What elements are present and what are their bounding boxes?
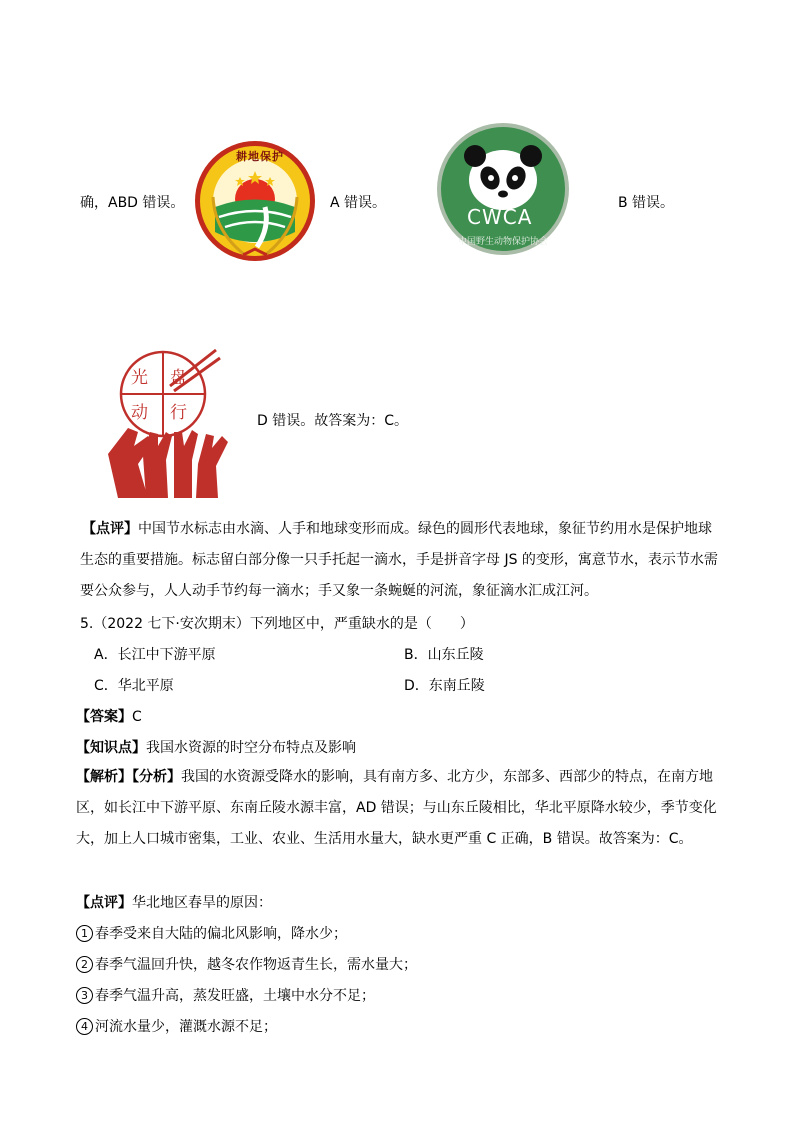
option-c: C．华北平原 xyxy=(94,678,174,694)
knowledge-text: 我国水资源的时空分布特点及影响 xyxy=(146,740,356,756)
option-d: D．东南丘陵 xyxy=(404,678,485,694)
option-b: B．山东丘陵 xyxy=(404,647,484,663)
reason-text: 河流水量少，灌溉水源不足； xyxy=(95,1019,277,1035)
answer-value: C xyxy=(132,709,142,725)
circled-number: 4 xyxy=(76,1018,93,1035)
cwca-acronym: CWCA xyxy=(467,205,533,229)
question-stem: 5.（2022 七下·安次期末）下列地区中，严重缺水的是（ ） xyxy=(80,616,474,632)
answer-tag: 【答案】 xyxy=(76,709,132,725)
row1-text-a: 确，ABD 错误。 xyxy=(80,195,185,211)
comment1-paragraph xyxy=(80,514,720,607)
row1-text-b: A 错误。 xyxy=(330,195,387,211)
analysis-text: 我国的水资源受降水的影响，具有南方多、北方少，东部多、西部少的特点，在南方地区，如长江中下游平原、东南丘陵水源丰富，AD 错误；与山东丘陵相比，华北平原降水较少，季节变化大，加上人口城市密集，工业、农业、生活用水量大，缺水更严重 C 正确，B 错误。故答案为：C。 xyxy=(76,769,717,847)
reason-text: 春季气温升高，蒸发旺盛，土壤中水分不足； xyxy=(95,988,375,1004)
clean-plate-char-2: 盘 xyxy=(170,368,187,388)
circled-number: 3 xyxy=(76,987,93,1004)
clean-plate-char-3: 动 xyxy=(131,403,148,423)
comment1-tag: 【点评】 xyxy=(82,521,138,537)
comment2-heading: 华北地区春旱的原因： xyxy=(132,895,272,911)
answer-line xyxy=(76,707,142,727)
cwca-ring-text: 中国野生动物保护协会 xyxy=(457,237,548,247)
option-a: A．长江中下游平原 xyxy=(94,647,216,663)
reason-text: 春季气温回升快，越冬农作物返青生长，需水量大； xyxy=(95,957,417,973)
circled-number: 1 xyxy=(76,925,93,942)
reason-item-3 xyxy=(76,986,375,1006)
clean-plate-char-4: 行 xyxy=(170,403,187,423)
reason-text: 春季受来自大陆的偏北风影响，降水少； xyxy=(95,926,347,942)
comment1-text: 中国节水标志由水滴、人手和地球变形而成。绿色的圆形代表地球，象征节约用水是保护地球生态的重要措施。标志留白部分像一只手托起一滴水，手是拼音字母 JS 的变形，寓意节水，表示节水需要公众参与，人人动手节约每一滴水；手又象一条蜿蜒的河流，象征滴水汇成江河。 xyxy=(80,521,718,599)
farmland-logo-ring-text: 耕地保护 xyxy=(236,150,284,163)
analysis-paragraph xyxy=(76,762,721,855)
reason-item-1 xyxy=(76,924,347,944)
comment2-heading-line xyxy=(76,893,272,913)
analysis-tag: 【解析】【分析】 xyxy=(76,769,181,785)
clean-plate-logo xyxy=(88,336,250,499)
clean-plate-emblem-icon xyxy=(88,336,250,499)
comment2-tag: 【点评】 xyxy=(76,895,132,911)
knowledge-line xyxy=(76,738,356,758)
reason-item-4 xyxy=(76,1017,277,1037)
farmland-protection-logo xyxy=(185,137,325,267)
cwca-logo xyxy=(433,118,573,260)
circled-number: 2 xyxy=(76,956,93,973)
row1-text-c: B 错误。 xyxy=(618,195,675,211)
knowledge-tag: 【知识点】 xyxy=(76,740,146,756)
clean-plate-char-1: 光 xyxy=(131,368,148,388)
row2-text: D 错误。故答案为：C。 xyxy=(257,413,409,429)
reason-item-2 xyxy=(76,955,417,975)
